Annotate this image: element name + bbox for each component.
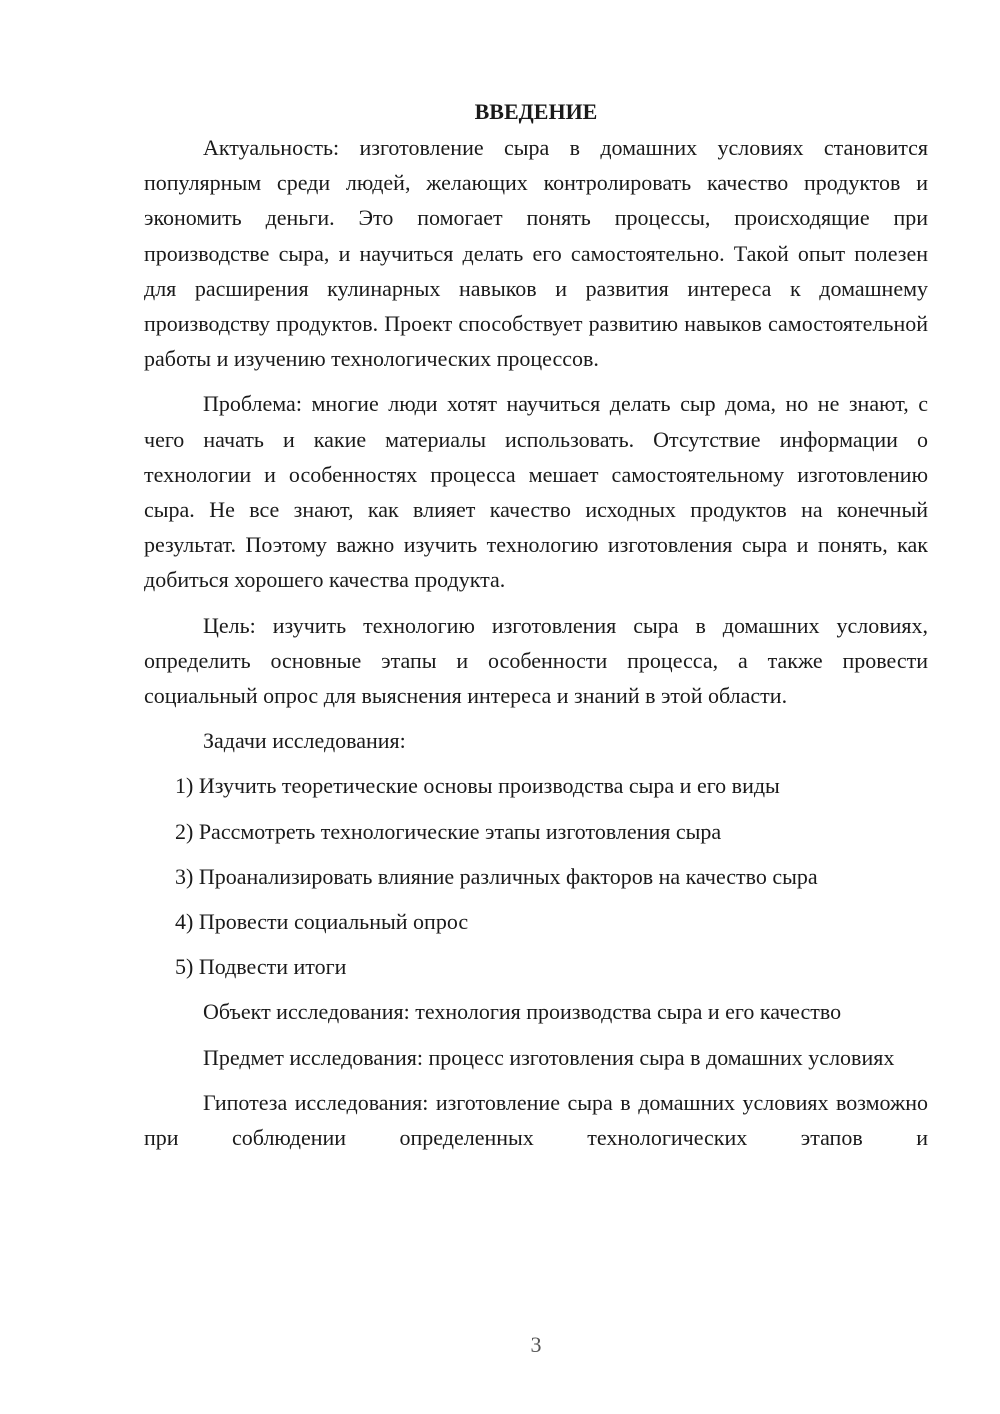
task-item: 3) Проанализировать влияние различных факторов на качество сыра: [175, 863, 818, 889]
subject-paragraph: Предмет исследования: процесс изготовления сыра в домашних условиях: [203, 1044, 895, 1070]
tasks-title: Задачи исследования:: [203, 728, 406, 754]
task-item: 4) Провести социальный опрос: [175, 909, 469, 935]
page-number: 3: [530, 1332, 542, 1357]
tasks-list: [144, 768, 928, 984]
relevance-paragraph: Актуальность: изготовление сыра в домашних условиях становится популярным среди людей, желающих контролировать качество продуктов и экономить деньги. Это помогает понять процессы, происходящие при производстве сыра, и научиться делать его самостоятельно. Такой опыт полезен для расширения кулинарных навыков и развития интереса к домашнему производству продуктов. Проект способствует развитию навыков самостоятельной работы и изучению технологических процессов.: [144, 135, 928, 372]
object-paragraph: Объект исследования: технология производства сыра и его качество: [203, 999, 842, 1025]
task-item: 2) Рассмотреть технологические этапы изготовления сыра: [175, 818, 722, 844]
task-item: 5) Подвести итоги: [175, 954, 347, 980]
section-heading: ВВЕДЕНИЕ: [474, 99, 598, 124]
goal-paragraph: Цель: изучить технологию изготовления сыра в домашних условиях, определить основные этапы и особенности процесса, а также провести социальный опрос для выяснения интереса и знаний в этой области.: [144, 612, 928, 709]
document-page: [144, 96, 928, 1165]
task-item: 1) Изучить теоретические основы производства сыра и его виды: [175, 773, 780, 799]
hypothesis-paragraph: Гипотеза исследования: изготовление сыра в домашних условиях возможно при соблюдении определенных технологических этапов и: [144, 1089, 928, 1151]
problem-paragraph: Проблема: многие люди хотят научиться делать сыр дома, но не знают, с чего начать и какие материалы использовать. Отсутствие информации о технологии и особенностях процесса мешает самостоятельному изготовлению сыра. Не все знают, как влияет качество исходных продуктов на конечный результат. Поэтому важно изучить технологию изготовления сыра и понять, как добиться хорошего качества продукта.: [144, 391, 928, 593]
